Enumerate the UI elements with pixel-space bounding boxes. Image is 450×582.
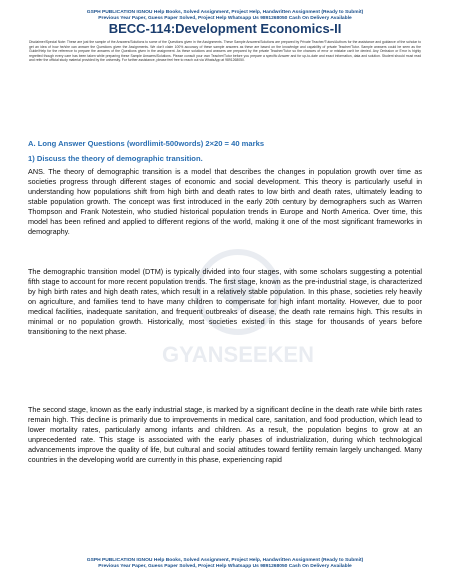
page-footer	[0, 558, 450, 571]
answer-paragraph-2: The demographic transition model (DTM) is typically divided into four stages, with some scholars suggesting a potential fifth stage to account for more recent population trends. The first stage, known as the pre-industrial stage, is characterized by high birth rates and high death rates, which result in a relatively stable population. In this phase, societies rely heavily on agriculture, and families tend to have many children to compensate for high infant mortality. However, due to poor medical facilities, inadequate sanitation, and frequent outbreaks of disease, the death rate remains high. This results in minimal or no population growth. Historically, most societies existed in this stage for thousands of years before transitioning to the next phase.	[28, 267, 422, 337]
section-heading: A. Long Answer Questions (wordlimit-500words) 2×20 = 40 marks	[28, 139, 265, 148]
footer-line-2: Previous Year Paper, Guess Paper Solved, Project Help Whatsapp Us 9891268050 Cash On Delivery Available	[98, 564, 352, 570]
header-line-1: GSPH PUBLICATION IGNOU Help Books, Solved Assignment, Project Help, Handwritten Assignment (Ready to Submit)	[86, 10, 364, 15]
disclaimer-note: Disclaimer/Special Note: These are just the sample of the Answers/Solutions to some of the Questions given in the Assignments. These Sample Answers/Solutions are prepared by Private Teacher/Tutors/Authors for the assistance and guidance of the scholar to get an idea of how he/she can answer the Questions given the Assignments. We don't claim 100% accuracy of these sample answers as these are based on the knowledge and capability of private Teacher/Tutor. Sample answers could be seen as the Guide/Help for the reference to prepare the answers of the Questions given in the assignment. As these solutions and answers are prepared by the private Teacher/Tutor so the chances of error or mistake can't be denied. Any Omission or Error is highly regretted though every care has been taken while preparing these Sample Answers/Solutions. Please consult your own Teacher/Tutor before you prepare a specific Answer and for up-to-date and exact information, data and solution. Student should must read and refer the official study material provided by the university. For further assistance, please feel free to reach out via WhatsApp at 9891268050.	[29, 40, 421, 63]
header-line-2: Previous Year Paper, Guess Paper Solved, Project Help Whatsapp Us 9891268050 Cash On Delivery Available	[98, 16, 352, 22]
footer-line-1: GSPH PUBLICATION IGNOU Help Books, Solved Assignment, Project Help, Handwritten Assignment (Ready to Submit)	[86, 558, 364, 563]
answer-paragraph-1: ANS. The theory of demographic transition is a model that describes the changes in population growth over time as societies progress through different stages of economic and social development. This theory is particularly useful in understanding how populations shift from high birth and death rates to low birth and death rates, ultimately leading to stable population growth. The concept was first introduced in the early 20th century by demographers such as Warren Thompson and Frank Notestein, who studied historical population trends in Europe and North America. Over time, this model has been refined and applied to different regions of the world, making it one of the most significant frameworks in demography.	[28, 167, 422, 237]
answer-paragraph-3: The second stage, known as the early industrial stage, is marked by a significant decline in the death rate while birth rates remain high. This decline is primarily due to improvements in medical care, sanitation, and food production, which lead to lower mortality rates, particularly among infants and children. As a result, the population begins to grow at an unprecedented rate. This stage is associated with the early phases of industrialization, during which technological advancements improve the quality of life, but cultural and social attitudes toward fertility remain largely unchanged. Many countries in the developing world are currently in this phase, experiencing rapid	[28, 405, 422, 465]
watermark-text: GYANSEEKEN	[161, 342, 315, 367]
question-heading: 1) Discuss the theory of demographic transition.	[28, 154, 203, 163]
document-title: BECC-114:Development Economics-II	[108, 21, 342, 36]
